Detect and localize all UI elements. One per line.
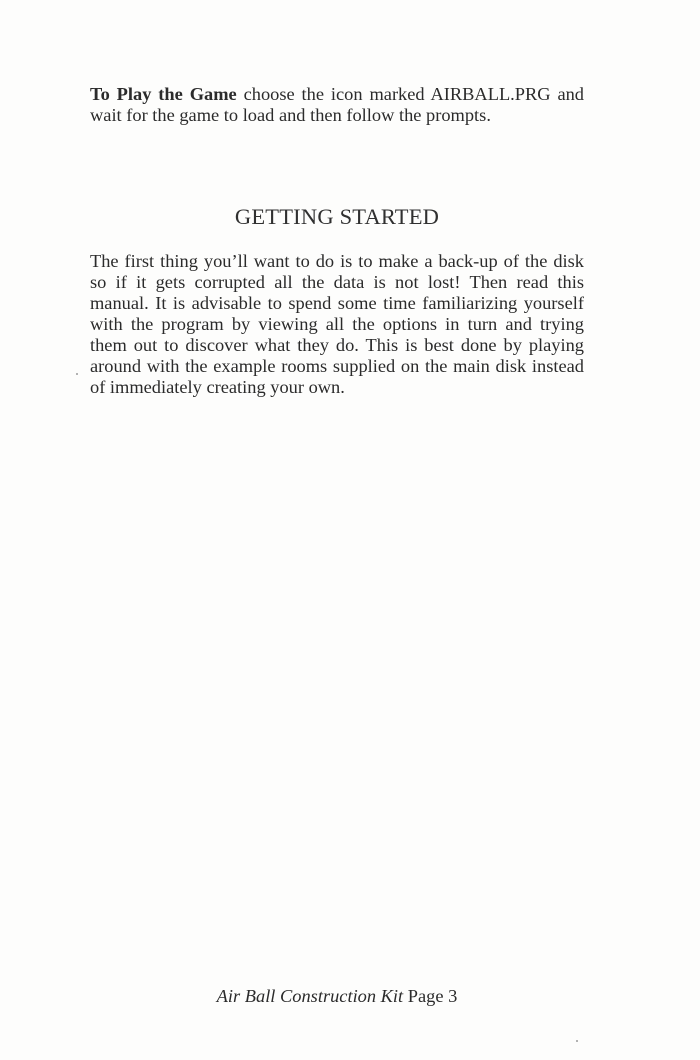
intro-paragraph xyxy=(90,84,584,126)
page-footer xyxy=(90,985,584,1007)
intro-text: choose the icon marked AIRBALL.PRG and wait for the game to load and then follow the prompts. xyxy=(90,84,584,125)
footer-page-number: Page 3 xyxy=(407,986,458,1006)
footer-title: Air Ball Construction Kit xyxy=(216,986,404,1006)
intro-lead: To Play the Game xyxy=(90,84,237,104)
section-heading: GETTING STARTED xyxy=(234,204,440,229)
getting-started-paragraph: The first thing you’ll want to do is to make a back-up of the disk so if it gets corrupted all the data is not lost! Then read this manual. It is advisable to spend some time familiarizing yourself with the program by viewing all the options in turn and trying them out to discover what they do. This is best done by playing around with the example rooms supplied on the main disk instead of immediately creating your own. xyxy=(90,251,584,397)
paper-speck xyxy=(76,373,78,375)
paper-speck xyxy=(576,1040,578,1042)
